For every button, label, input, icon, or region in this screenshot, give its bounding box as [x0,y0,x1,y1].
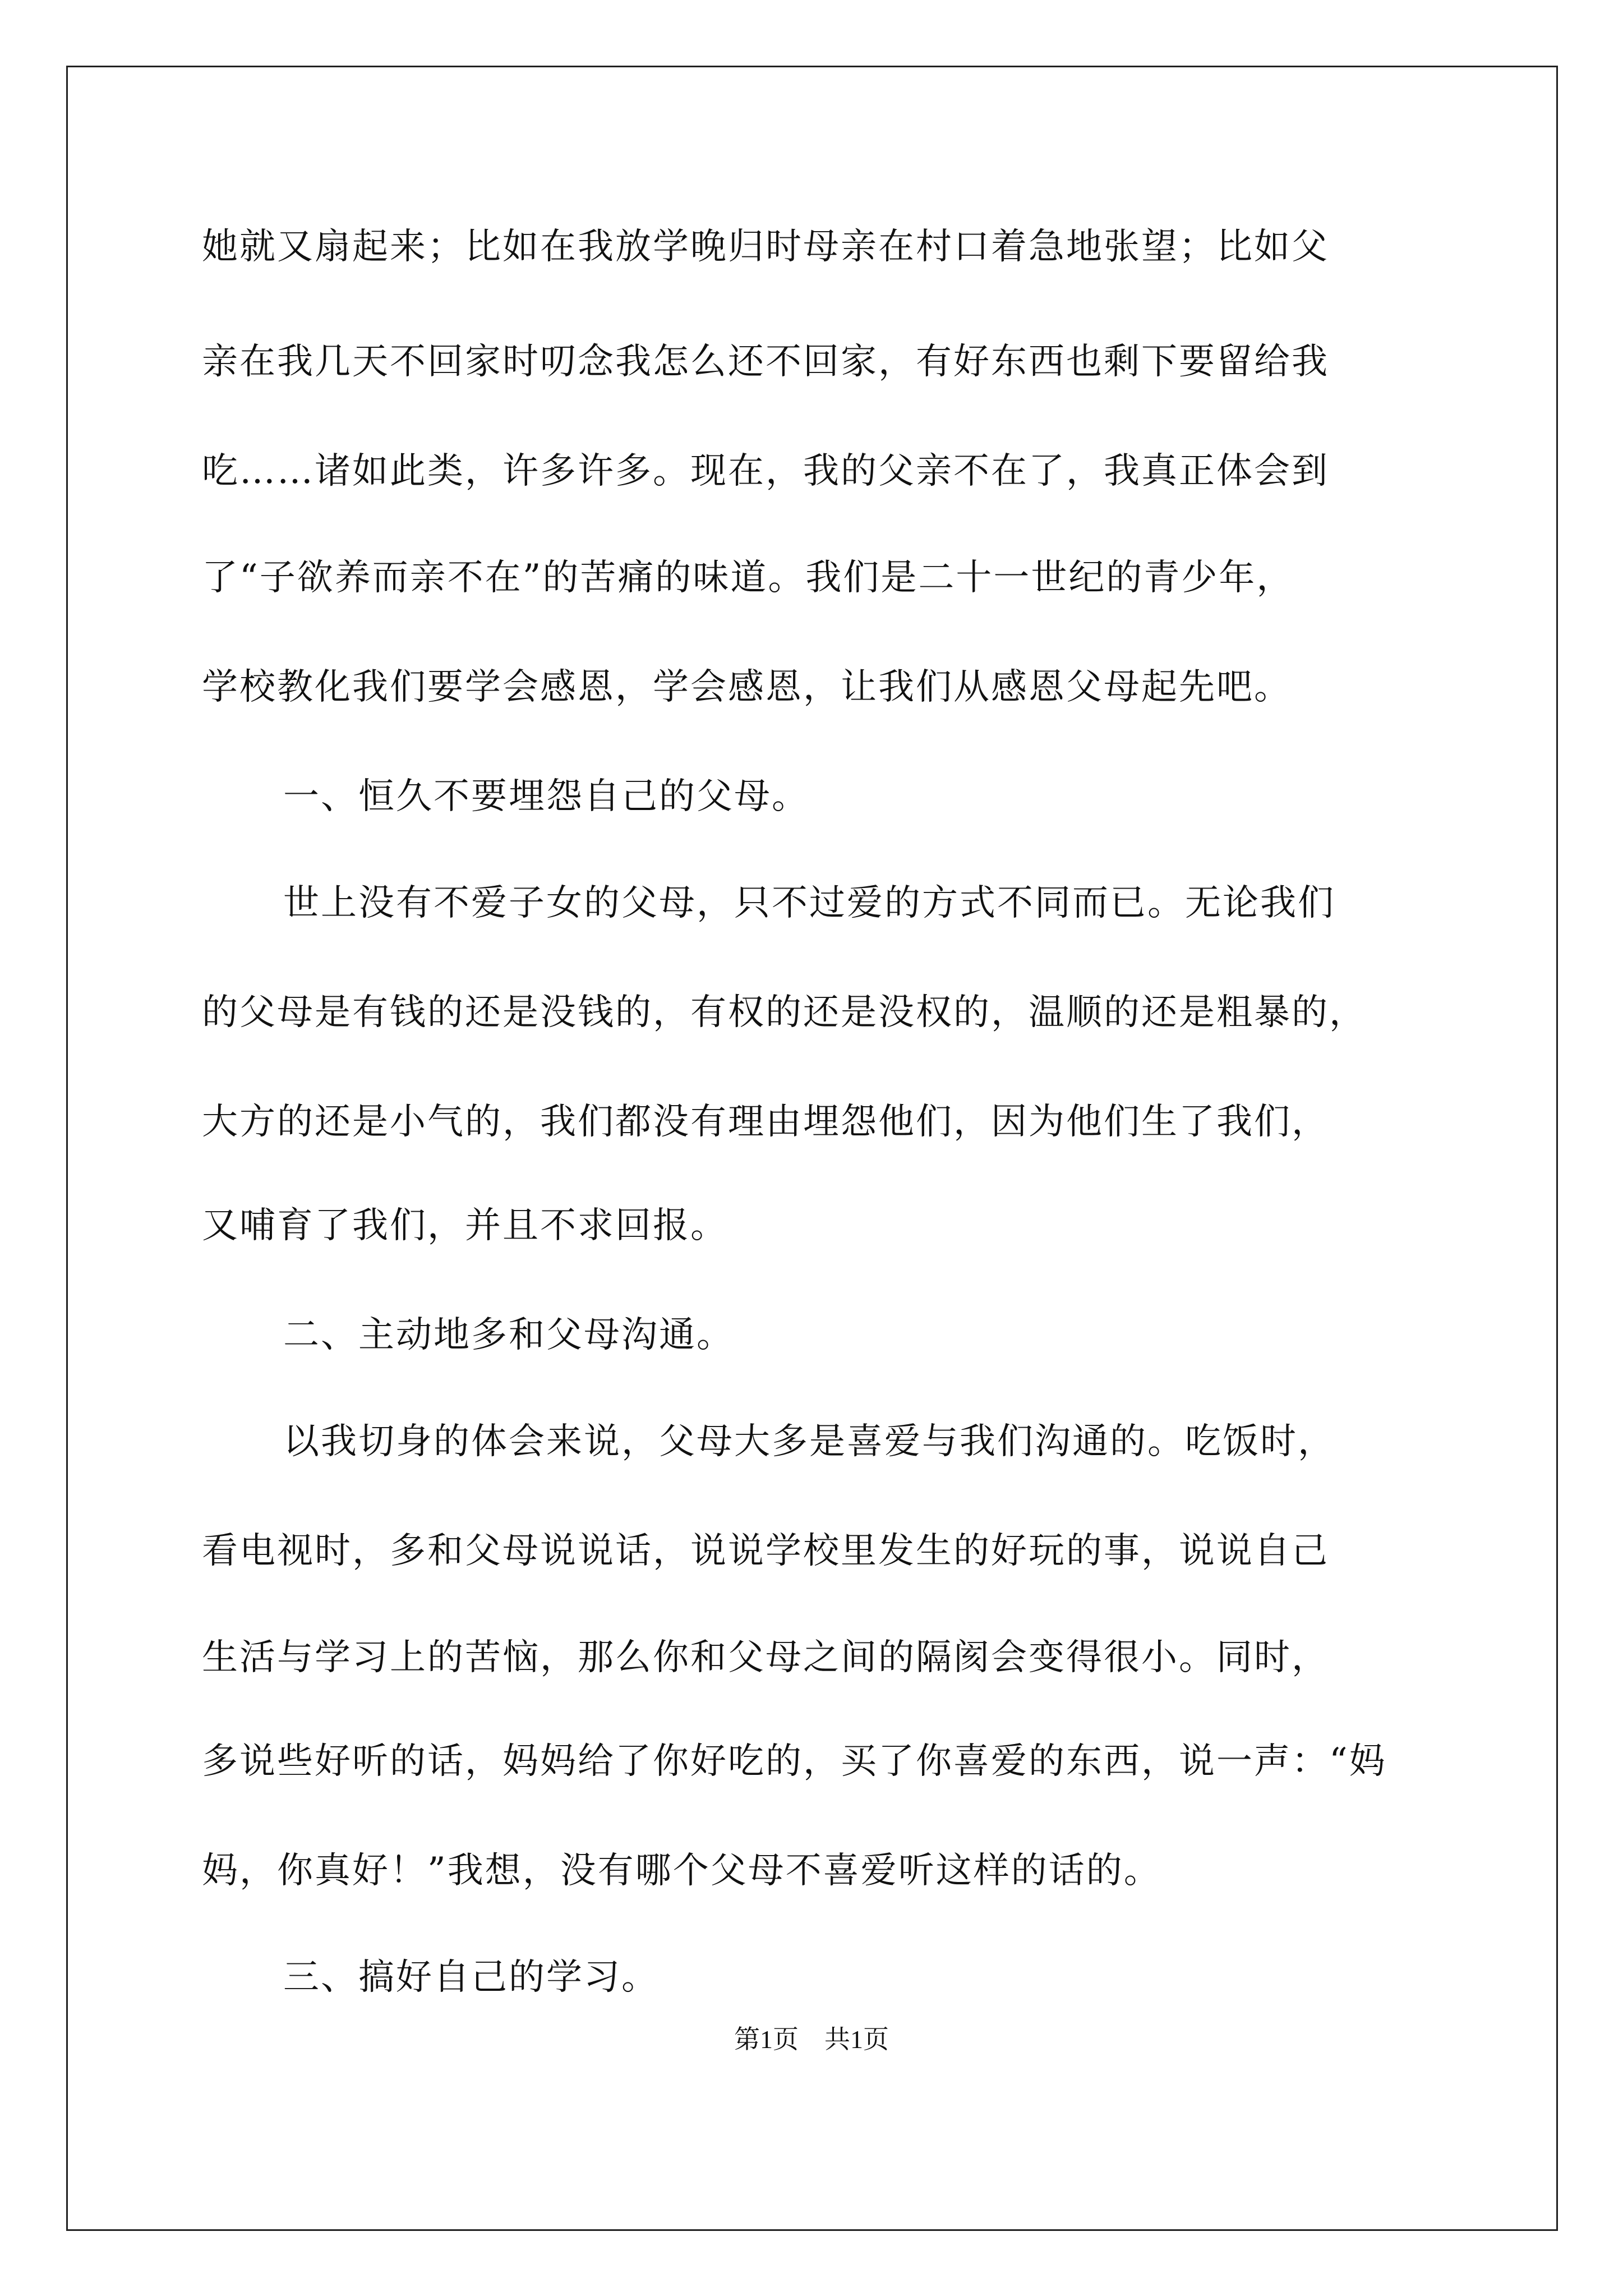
body-text-line: 吃……诸如此类，许多许多。现在，我的父亲不在了，我真正体会到 [202,450,1329,492]
body-text-line: 亲在我几天不回家时叨念我怎么还不回家，有好东西也剩下要留给我 [202,341,1329,383]
body-text-line: 的父母是有钱的还是没钱的，有权的还是没权的，温顺的还是粗暴的， [202,992,1367,1033]
page-border [66,66,1558,2231]
body-text-line: 妈，你真好！”我想，没有哪个父母不喜爱听这样的话的。 [202,1850,1161,1892]
section-heading: 一、恒久不要埋怨自己的父母。 [283,776,809,817]
section-heading: 三、搞好自己的学习。 [283,1957,659,1998]
body-text-line: 看电视时，多和父母说说话，说说学校里发生的好玩的事，说说自己 [202,1530,1329,1572]
body-text-line: 世上没有不爱子女的父母，只不过爱的方式不同而已。无论我们 [283,882,1335,924]
body-text-line: 又哺育了我们，并且不求回报。 [202,1205,728,1246]
body-text-line: 她就又扇起来；比如在我放学晚归时母亲在村口着急地张望；比如父 [202,226,1329,268]
page-footer [0,2023,1623,2056]
body-text-line: 多说些好听的话，妈妈给了你好吃的，买了你喜爱的东西，说一声：“妈 [202,1741,1387,1782]
body-text-line: 了“子欲养而亲不在”的苦痛的味道。我们是二十一世纪的青少年， [202,557,1294,599]
page-number: 第1页 [734,2025,799,2054]
section-heading: 二、主动地多和父母沟通。 [283,1314,734,1356]
body-text-line: 学校教化我们要学会感恩，学会感恩，让我们从感恩父母起先吧。 [202,666,1292,708]
body-text-line: 大方的还是小气的，我们都没有理由埋怨他们，因为他们生了我们， [202,1101,1329,1143]
total-pages: 共1页 [824,2025,889,2054]
body-text-line: 生活与学习上的苦恼，那么你和父母之间的隔阂会变得很小。同时， [202,1637,1329,1678]
body-text-line: 以我切身的体会来说，父母大多是喜爱与我们沟通的。吃饭时， [283,1421,1335,1462]
